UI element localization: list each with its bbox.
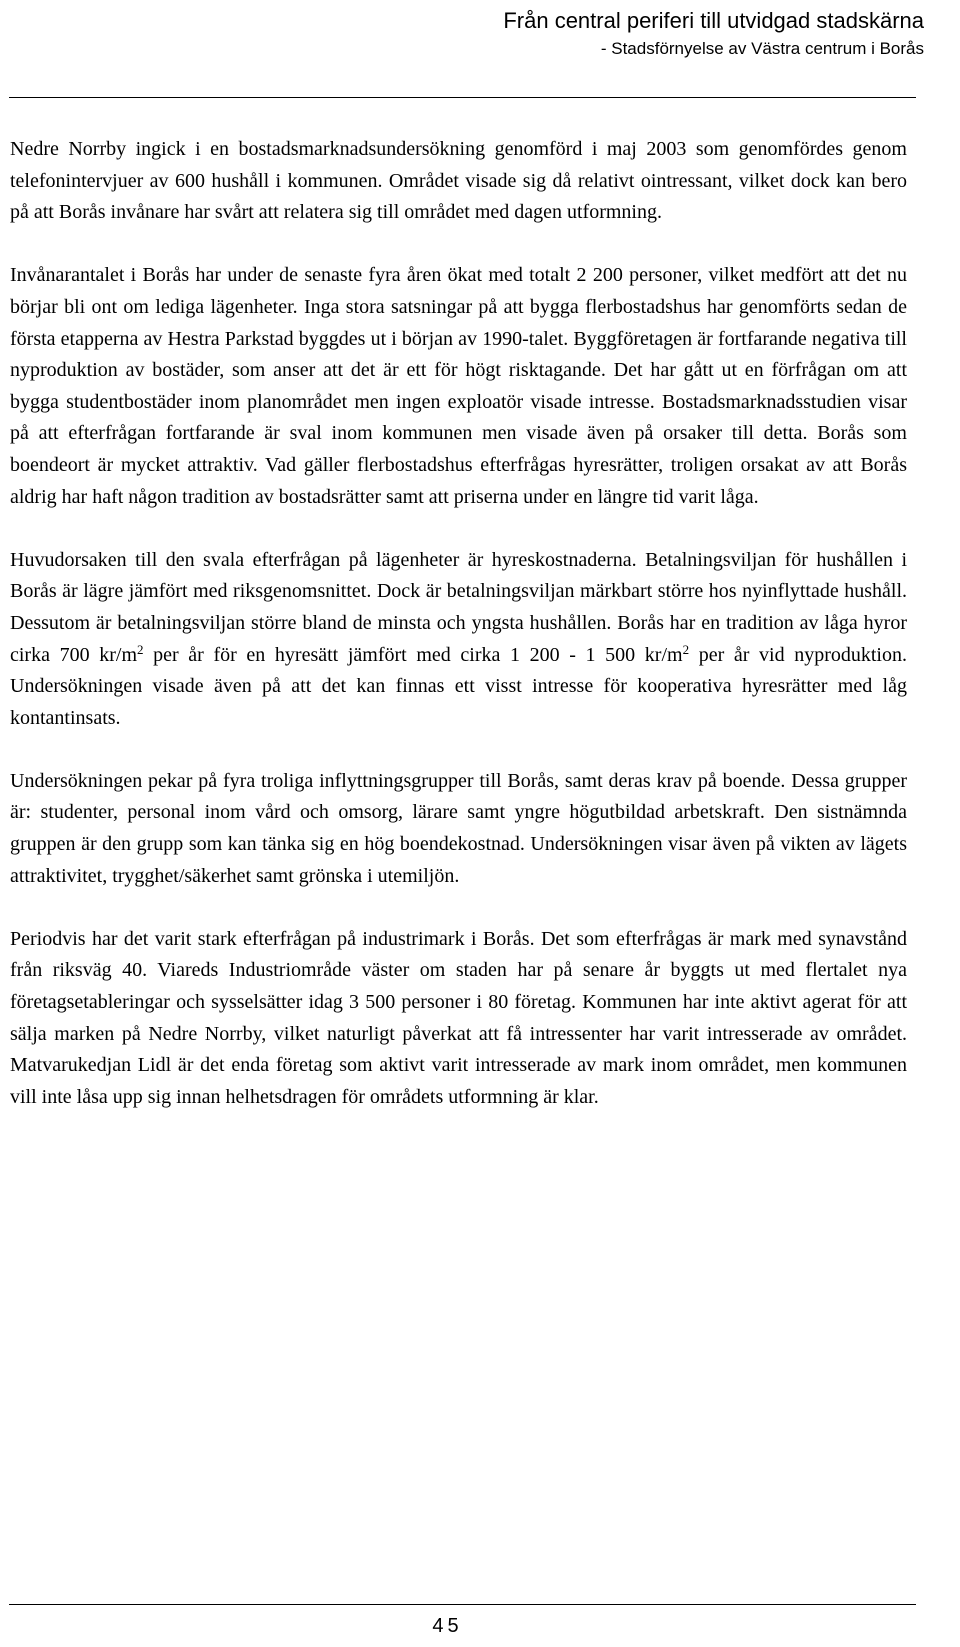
paragraph: Periodvis har det varit stark efterfrågan på industrimark i Borås. Det som efterfrågas är mark med synavstånd från riksväg 40. Viareds Industriområde väster om staden har på senare år byggts ut med flertalet nya företagsetableringar och sysselsätter idag 3 500 personer i 80 företag. Kommunen har inte aktivt agerat för att sälja marken på Nedre Norrby, vilket naturligt påverkat att få intressenter har varit intresserade av området. Matvarukedjan Lidl är det enda företag som aktivt varit intresserade av mark inom området, men kommunen vill inte låsa upp sig innan helhetsdragen för områdets utformning är klar. bbox=[10, 927, 907, 1108]
superscript: 2 bbox=[137, 641, 144, 657]
running-header-subtitle: - Stadsförnyelse av Västra centrum i Borås bbox=[600, 39, 924, 58]
footer-divider bbox=[9, 1604, 916, 1605]
paragraph-rent-costs bbox=[10, 545, 907, 735]
text-run: per år för en hyresätt jämfört med cirka 1 200 - 1 500 kr/m bbox=[143, 643, 683, 666]
page-number: 45 bbox=[432, 1615, 463, 1637]
paragraph: Undersökningen pekar på fyra troliga inflyttningsgrupper till Borås, samt deras krav på boende. Dessa grupper är: studenter, personal inom vård och omsorg, lärare samt yngre högutbildad arbetskraft. Den sistnämnda gruppen är den grupp som kan tänka sig en hög boendekostnad. Undersökningen visar även på vikten av lägets attraktivitet, trygghet/säkerhet samt grönska i utemiljön. bbox=[10, 769, 907, 887]
superscript: 2 bbox=[682, 641, 690, 657]
paragraph: Invånarantalet i Borås har under de senaste fyra åren ökat med totalt 2 200 personer, vilket medfört att det nu börjar bli ont om lediga lägenheter. Inga stora satsningar på att bygga flerbostadshus har genomförts sedan de första etapperna av Hestra Parkstad byggdes ut i början av 1990-talet. Byggföretagen är fortfarande negativa till nyproduktion av bostäder, som anser att det är ett för högt risktagande. Det har gått ut en förfrågan om att bygga studentbostäder inom planområdet men ingen exploatör visade intresse. Bostadsmarknadsstudien visar på att efterfrågan fortfarande är sval inom kommunen men visade även på orsaker till detta. Borås som boendeort är mycket attraktiv. Vad gäller flerbostadshus efterfrågas hyresrätter, troligen orsakat av att Borås aldrig har haft någon tradition av bostadsrätter samt att priserna under en längre tid varit låga. bbox=[10, 264, 907, 508]
text-run: Huvudorsaken till den svala efterfrågan på lägenheter är hyreskostnaderna. Betalningsviljan för hushållen i Borås är lägre jämfört med riksgenomsnittet. Dock är betalningsviljan märkbart större hos nyinflyttade hushåll. Dessutom är betalningsviljan större bland de minsta och yngsta hushållen. Borås har en tradition av låga hyror cirka 700 kr/m bbox=[10, 548, 907, 666]
paragraph: Nedre Norrby ingick i en bostadsmarknadsundersökning genomförd i maj 2003 som genomfördes genom telefonintervjuer av 600 hushåll i kommunen. Området visade sig då relativt ointressant, vilket dock kan bero på att Borås invånare har svårt att relatera sig till området med dagen utformning. bbox=[10, 138, 907, 224]
text-run: per år vid nyproduktion. Undersökningen visade även på att det kan finnas ett visst intresse för kooperativa hyresrätter med låg kontantinsats. bbox=[10, 643, 907, 729]
body-text bbox=[10, 134, 907, 1113]
running-header-title: Från central periferi till utvidgad stadskärna bbox=[503, 8, 924, 33]
header-divider bbox=[9, 97, 916, 98]
